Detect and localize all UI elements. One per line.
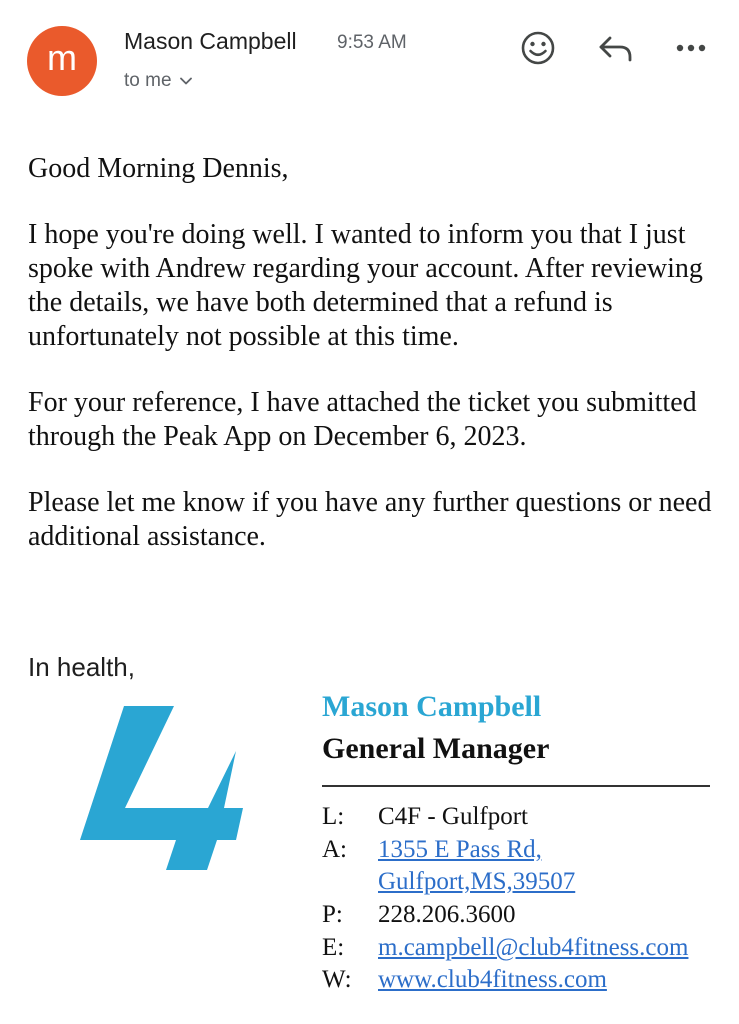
email-label: E: <box>322 934 345 961</box>
signature-divider <box>322 785 710 787</box>
phone-label: P: <box>322 901 343 928</box>
message-paragraph: I hope you're doing well. I wanted to inform you that I just spoke with Andrew regarding your account. After reviewing the details, we have both determined that a refund is unfortunately not possible at this time. <box>28 219 703 352</box>
more-icon[interactable] <box>672 28 712 68</box>
phone-value[interactable]: 228.206.3600 <box>378 901 516 928</box>
location-label: L: <box>322 803 345 830</box>
sent-time: 9:53 AM <box>337 32 407 53</box>
location-value: C4F - Gulfport <box>378 803 528 830</box>
web-label: W: <box>322 966 352 993</box>
sender-avatar[interactable]: m <box>27 26 97 96</box>
email-header <box>0 0 739 110</box>
address-link-line1[interactable]: 1355 E Pass Rd, <box>378 836 542 863</box>
signoff: In health, <box>28 652 135 682</box>
signature-name: Mason Campbell <box>322 690 542 723</box>
greeting: Good Morning Dennis, <box>28 153 289 184</box>
sender-name[interactable]: Mason Campbell <box>124 28 297 54</box>
message-paragraph: Please let me know if you have any further questions or need additional assistance. <box>28 487 712 552</box>
message-paragraph: For your reference, I have attached the ticket you submitted through the Peak App on December 6, 2023. <box>28 387 697 452</box>
reply-icon[interactable] <box>596 28 636 68</box>
website-link[interactable]: www.club4fitness.com <box>378 966 607 993</box>
address-link-line2[interactable]: Gulfport,MS,39507 <box>378 868 576 895</box>
signature-title: General Manager <box>322 732 550 765</box>
address-label: A: <box>322 836 347 863</box>
recipient-label: to me <box>124 70 172 91</box>
emoji-icon[interactable] <box>518 28 558 68</box>
chevron-down-icon <box>180 77 192 85</box>
message-body <box>28 152 718 586</box>
club4-logo-icon <box>76 700 246 875</box>
email-link[interactable]: m.campbell@club4fitness.com <box>378 934 689 961</box>
recipient-details-toggle[interactable] <box>124 70 192 92</box>
